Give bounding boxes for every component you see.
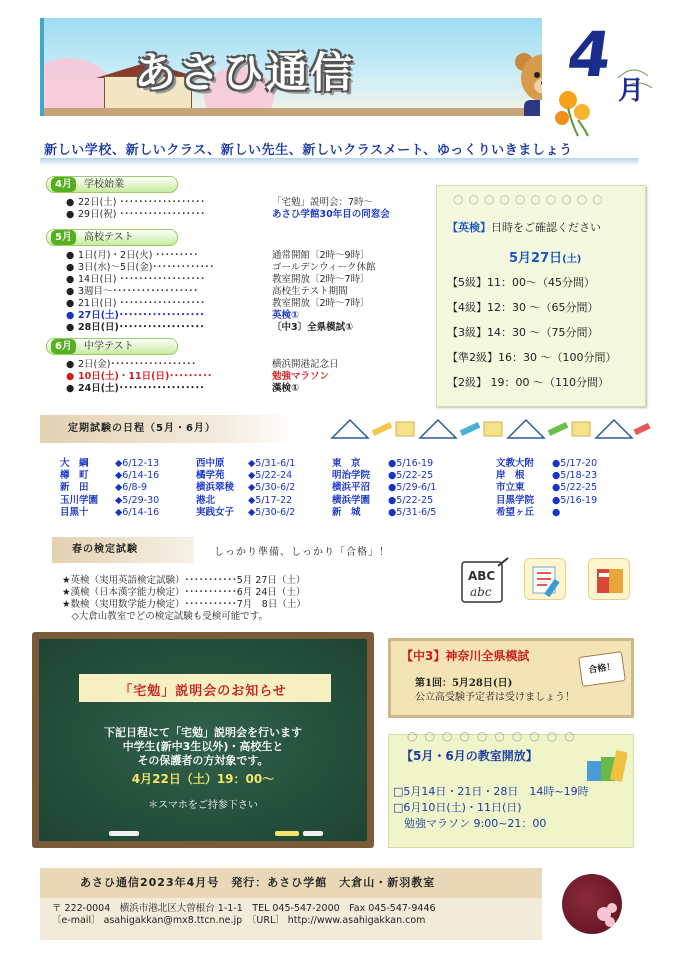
- school-logo-icon: [562, 874, 622, 934]
- schedule-entry: 明治学院 ●5/22-25: [332, 470, 434, 482]
- chalk-icon: [275, 831, 299, 836]
- event-date: ● 27日(土)･･････････････････: [66, 310, 205, 321]
- book-icon: [589, 559, 631, 601]
- schedule-entry: 目黒学院 ●5/16-19: [496, 494, 598, 506]
- mock-exam-title: 【中3】神奈川全県模試: [401, 649, 530, 663]
- footer-issue-info: あさひ通信2023年4月号 発行：あさひ学館 大倉山・新羽教室: [40, 868, 542, 898]
- blackboard-date: 4月22日（土）19：00～: [131, 772, 275, 786]
- blackboard-line: 中学生(新中3生以外)・高校生と: [122, 740, 284, 753]
- blackboard-line: 下記日程にて「宅勉」説明会を行います: [104, 726, 302, 739]
- newsletter-title: あさひ通信: [134, 48, 355, 97]
- schedule-entry: 樽 町 ◆6/14-16: [60, 470, 160, 482]
- blackboard-title: 「宅勉」説明会のお知らせ: [119, 684, 287, 699]
- schedule-column: [196, 458, 295, 519]
- event-date: ● 2日(金)･･････････････････: [66, 359, 196, 370]
- eiken-schedule-row: 【2級】 19：00 ～（110分間）: [447, 376, 609, 389]
- kanji-book-icon: [588, 558, 630, 600]
- schedule-entry: 東 京 ●5/16-19: [332, 458, 434, 469]
- event-desc: 教室開放〔2時～7時〕: [272, 274, 370, 285]
- issue-month-suffix: 月: [618, 76, 645, 106]
- event-date: ● 3週目～･･････････････････: [66, 286, 199, 297]
- event-desc: ゴールデンウィーク休館: [272, 262, 376, 273]
- ruler-pencil-decoration-icon: [330, 416, 652, 442]
- blackboard-note: ＊スマホをご持参下さい: [148, 800, 258, 811]
- mock-exam-date: 第1回：5月28日(日): [415, 678, 513, 689]
- svg-text:abc: abc: [470, 585, 492, 599]
- schedule-entry: 目黒十 ◆6/14-16: [60, 506, 160, 518]
- month-tab-june: [46, 338, 178, 355]
- month-tab-number: 6月: [51, 339, 76, 354]
- month-tab-number: 4月: [51, 177, 76, 192]
- header-banner: [40, 18, 542, 116]
- kentei-heading: 春の検定試験: [52, 537, 194, 563]
- eiken-schedule-row: 【5級】11：00～（45分間）: [447, 276, 595, 289]
- schedule-entry: 文教大附 ●5/17-20: [496, 458, 598, 469]
- schedule-entry: 市立東 ●5/22-25: [496, 482, 598, 494]
- schedule-entry: 港北 ◆5/17-22: [196, 494, 293, 506]
- footer-email-url: 〔e-mail〕 asahigakkan@mx8.ttcn.ne.jp 〔URL〕 http://www.asahigakkan.com: [52, 914, 426, 926]
- classroom-open-row: 勉強マラソン 9:00~21：00: [393, 817, 547, 830]
- kentei-line: ★数検（実用数学能力検定）･･･････････7月 8日（土）: [62, 599, 306, 610]
- event-desc: 漢検①: [272, 383, 300, 394]
- event-desc: 「宅勉」説明会：7時～: [272, 197, 374, 208]
- event-desc: 勉強マラソン: [272, 371, 330, 382]
- classroom-open-row: □6月10日(土)・11日(日): [393, 801, 522, 814]
- event-date: ● 22日(土) ･･････････････････: [66, 197, 206, 208]
- blackboard-line: その保護者の方対象です。: [137, 754, 269, 767]
- month-tab-april: [46, 176, 178, 193]
- event-date: ● 29日(祝) ･･････････････････: [66, 209, 206, 220]
- note-rings: ○○○○○○○○○○: [453, 192, 608, 206]
- event-date: ● 14日(日) ･･････････････････: [66, 274, 206, 285]
- schedule-entry: 横浜平沼 ●5/29-6/1: [332, 482, 437, 494]
- schedule-entry: 橘学苑 ◆5/22-24: [196, 470, 293, 482]
- kentei-line: ★漢検（日本漢字能力検定）･･･････････6月 24日（土）: [62, 587, 306, 598]
- eiken-date: 5月27日(土): [509, 251, 582, 266]
- month-tab-number: 5月: [51, 230, 76, 245]
- event-desc: あさひ学館30年目の同窓会: [272, 209, 390, 220]
- event-desc: 教室開放〔2時～7時〕: [272, 298, 370, 309]
- exam-schedule-heading: 定期試験の日程（5月・6月）: [40, 415, 296, 443]
- event-desc: 通常開館〔2時～9時〕: [272, 250, 370, 261]
- schedule-entry: 新 城 ●5/31-6/5: [332, 506, 437, 518]
- pencil-icon: [525, 559, 567, 601]
- eiken-note-heading: 【英検】日時をご確認ください: [447, 221, 601, 234]
- classroom-open-row: □5月14日・21日・28日 14時~19時: [393, 785, 589, 798]
- eiken-note-card: [436, 185, 646, 407]
- event-date: ● 10日(土)・11日(日)･････････: [66, 371, 213, 382]
- footer-address: 〒 222-0004 横浜市港北区大曽根台 1-1-1 TEL 045-547-2000 Fax 045-547-9446: [52, 903, 436, 914]
- kentei-line: ★英検（実用英語検定試験）･･･････････5月 27日（土）: [62, 575, 306, 586]
- event-date: ● 24日(土)･･････････････････: [66, 383, 205, 394]
- schedule-entry: 横浜学園 ●5/22-25: [332, 494, 434, 506]
- kentei-line: ◇大倉山教室でどの検定試験も受検可能です。: [62, 611, 269, 622]
- kentei-tagline: しっかり準備、しっかり「合格」！: [214, 547, 390, 558]
- schedule-entry: 実践女子 ◆5/30-6/2: [196, 506, 296, 518]
- abc-notebook-icon: [458, 556, 510, 608]
- svg-text:ABC: ABC: [468, 569, 496, 583]
- ground: [44, 108, 542, 116]
- schedule-entry: 希望ヶ丘 ●: [496, 506, 561, 518]
- event-desc: 横浜開港記念日: [272, 359, 339, 370]
- footer-contact: [40, 898, 542, 940]
- schedule-column: [496, 458, 597, 519]
- event-date: ● 21日(日) ･･････････････････: [66, 298, 206, 309]
- month-tab-label: 中学テスト: [83, 341, 134, 352]
- event-desc: 〔中3〕全県模試①: [272, 322, 354, 333]
- sakura-icon: [562, 874, 622, 934]
- math-worksheet-icon: [524, 558, 566, 600]
- classroom-open-title: 【5月・6月の教室開放】: [401, 749, 538, 763]
- event-desc: 高校生テスト期間: [272, 286, 348, 297]
- event-date: ● 3日(水)～5日(金)･････････････: [66, 262, 215, 273]
- event-date: ● 1日(月)・2日(火) ･････････: [66, 250, 199, 261]
- schedule-entry: 西中原 ◆5/31-6/1: [196, 458, 296, 469]
- schedule-entry: 玉川学園 ◆5/29-30: [60, 494, 160, 506]
- blackboard-surface: [39, 639, 367, 841]
- eiken-schedule-row: 【3級】14：30 ～（75分間）: [447, 326, 599, 339]
- books-icon: [585, 747, 627, 783]
- eiken-schedule-row: 【準2級】16：30 ～（100分間）: [447, 351, 617, 364]
- classroom-open-box: [388, 729, 634, 848]
- issue-month-number: 4: [562, 18, 617, 91]
- event-desc: 英検①: [272, 310, 300, 321]
- schedule-entry: 岸 根 ●5/18-23: [496, 470, 598, 482]
- event-date: ● 28日(日)･･････････････････: [66, 322, 205, 333]
- eiken-schedule-row: 【4級】12：30 ～（65分間）: [447, 301, 599, 314]
- month-tab-label: 高校テスト: [83, 232, 134, 243]
- schedule-column: [60, 458, 159, 519]
- month-tab-may: [46, 229, 178, 246]
- chalk-icon: [109, 831, 139, 836]
- schedule-entry: 新 田 ◆6/8-9: [60, 482, 148, 494]
- schedule-entry: 大 綱 ◆6/12-13: [60, 458, 160, 469]
- schedule-entry: 横浜翠稜 ◆5/30-6/2: [196, 482, 296, 494]
- note-rings: ○○○○○○○○○○: [407, 729, 582, 743]
- pass-badge: 合格！: [578, 651, 626, 687]
- slogan: 新しい学校、新しいクラス、新しい先生、新しいクラスメート、ゆっくりいきましょう: [44, 143, 573, 158]
- bear-mascot-icon: [510, 50, 542, 116]
- schedule-column: [332, 458, 436, 519]
- slogan-underline: [40, 158, 638, 166]
- blackboard-notice: [32, 632, 374, 848]
- chalk-icon: [303, 831, 323, 836]
- mock-exam-note: 公立高受験予定者は受けましょう！: [415, 692, 575, 703]
- month-tab-label: 学校始業: [83, 179, 124, 190]
